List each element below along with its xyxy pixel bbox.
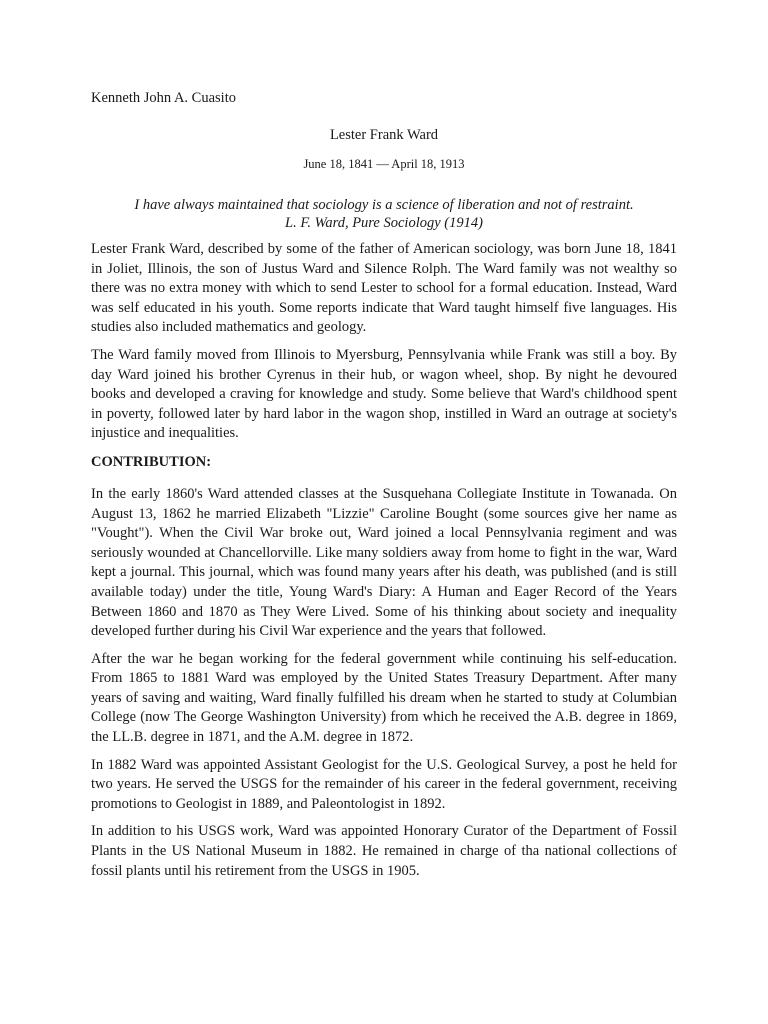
paragraph-intro-2: The Ward family moved from Illinois to Myersburg, Pennsylvania while Frank was still a boy. By day Ward joined his brother Cyrenus in their hub, or wagon wheel, shop. By night he devoured books and developed a craving for knowledge and study. Some believe that Ward's childhood spent in poverty, followed later by hard labor in the wagon shop, instilled in Ward an outrage at society's injustice and inequalities. (91, 346, 677, 442)
epigraph (91, 196, 677, 232)
document-title: Lester Frank Ward (329, 127, 439, 143)
paragraph-intro-1: Lester Frank Ward, described by some of the father of American sociology, was born June 18, 1841 in Joliet, Illinois, the son of Justus Ward and Silence Rolph. The Ward family was not wealthy so there was no extra money with which to send Lester to school for a formal education. Instead, Ward was self educated in his youth. Some reports indicate that Ward taught himself five languages. His studies also included mathematics and geology. (91, 241, 677, 336)
paragraph-contribution-4: In addition to his USGS work, Ward was appointed Honorary Curator of the Department of Fossil Plants in the US National Museum in 1882. He remained in charge of tha national collections of fossil plants until his retirement from the USGS in 1905. (91, 823, 677, 879)
paragraph-contribution-2: After the war he began working for the federal government while continuing his self-education. From 1865 to 1881 Ward was employed by the United States Treasury Department. After many years of saving and waiting, Ward finally fulfilled his dream when he started to study at Columbian College (now The George Washington University) from which he received the A.B. degree in 1869, the LL.B. degree in 1871, and the A.M. degree in 1872. (91, 650, 677, 746)
section-heading: CONTRIBUTION: (91, 453, 212, 470)
author-name: Kenneth John A. Cuasito (91, 90, 236, 106)
life-dates: June 18, 1841 — April 18, 1913 (303, 157, 465, 171)
paragraph-contribution-3: In 1882 Ward was appointed Assistant Geologist for the U.S. Geological Survey, a post he held for two years. He served the USGS for the remainder of his career in the federal government, receiving promotions to Geologist in 1889, and Paleontologist in 1892. (91, 756, 677, 812)
quote-text: I have always maintained that sociology is a science of liberation and not of restraint. (134, 197, 634, 213)
quote-attribution: L. F. Ward, Pure Sociology (1914) (285, 215, 483, 231)
paragraph-contribution-1: In the early 1860's Ward attended classes at the Susquehana Collegiate Institute in Towanada. On August 13, 1862 he married Elizabeth "Lizzie" Caroline Bought (some sources give her name as "Vought"). When the Civil War broke out, Ward joined a local Pennsylvania regiment and was seriously wounded at Chancellorville. Like many soldiers away from home to fight in the war, Ward kept a journal. This journal, which was found many years after his death, was published (and is still available today) under the title, Young Ward's Diary: A Human and Eager Record of the Years Between 1860 and 1870 as They Were Lived. Some of his thinking about society and inequality developed further during his Civil War experience and the years that followed. (91, 485, 677, 640)
